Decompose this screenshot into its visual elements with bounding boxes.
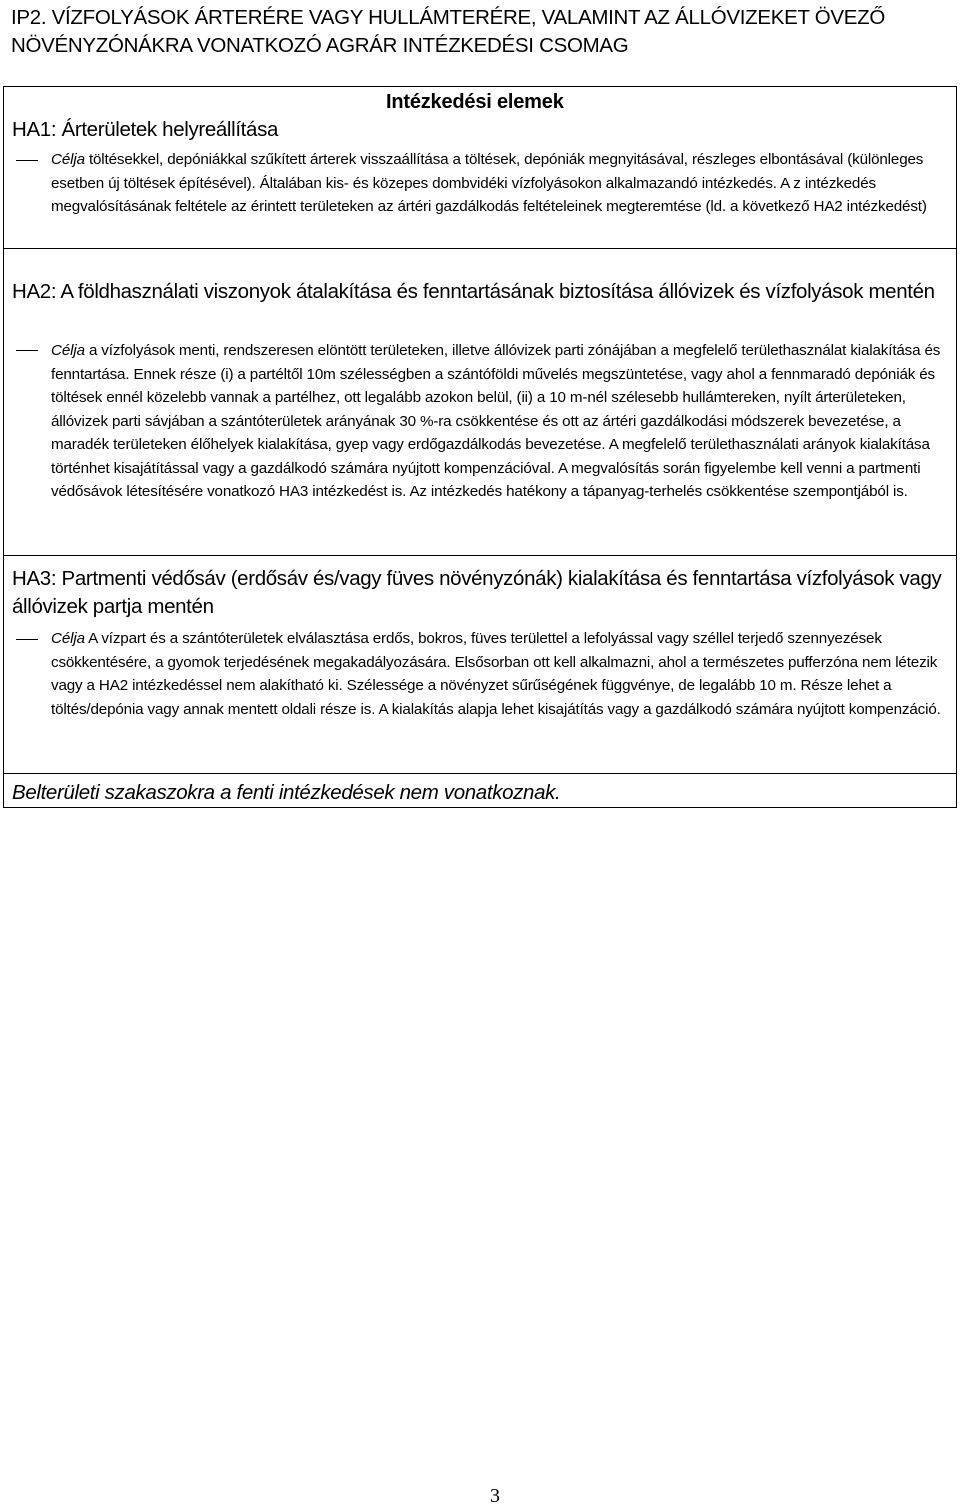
lead-word: Célja: [51, 151, 85, 168]
section-divider: [4, 773, 956, 774]
section-title-ha1: HA1: Árterületek helyreállítása: [12, 118, 279, 141]
section-text-ha1: [51, 148, 956, 219]
measures-table: [3, 86, 957, 808]
section-divider: [4, 555, 956, 556]
section-text-ha3: [51, 627, 956, 721]
lead-word: Célja: [51, 342, 85, 359]
table-header: Intézkedési elemek: [386, 91, 564, 113]
section-title-ha3: HA3: Partmenti védősáv (erdősáv és/vagy füves növényzónák) kialakítása és fenntartása vízfolyások vagy állóvizek partja mentén: [12, 567, 942, 618]
lead-word: Célja: [51, 630, 85, 647]
closing-note: Belterületi szakaszokra a fenti intézkedések nem vonatkoznak.: [12, 781, 561, 804]
section-title-ha2: HA2: A földhasználati viszonyok átalakítása és fenntartásának biztosítása állóvizek és vízfolyások mentén: [12, 280, 935, 303]
dash-marker: [16, 639, 38, 640]
body-text: töltésekkel, depóniákkal szűkített árterek visszaállítása a töltések, depóniák megnyitásával, részleges elbontásával (különleges esetben új töltések építésével). Általában kis- és közepes dombvidéki vízfolyásokon alkalmazandó intézkedés. A z intézkedés megvalósításának feltétele az érintett területeken az ártéri gazdálkodás feltételeinek megteremtése (ld. a következő HA2 intézkedést): [51, 151, 927, 215]
dash-marker: [16, 160, 38, 161]
page-title: IP2. VÍZFOLYÁSOK ÁRTERÉRE VAGY HULLÁMTERÉRE, VALAMINT AZ ÁLLÓVIZEKET ÖVEZŐ NÖVÉNYZÓNÁKRA VONATKOZÓ AGRÁR INTÉZKEDÉSI CSOMAG: [11, 6, 885, 57]
page-number: 3: [490, 1485, 500, 1507]
body-text: A vízpart és a szántóterületek elválasztása erdős, bokros, füves területtel a lefolyással vagy széllel terjedő szennyezések csökkentésére, a gyomok terjedésének megakadályozására. Elsősorban ott kell alkalmazni, ahol a természetes pufferzóna nem létezik vagy a HA2 intézkedéssel nem alakítható ki. Szélessége a növényzet sűrűségének függvénye, de legalább 10 m. Része lehet a töltés/depónia vagy annak mentett oldali része is. A kialakítás alapja lehet kisajátítás vagy a gazdálkodó számára nyújtott kompenzáció.: [51, 630, 941, 718]
section-text-ha2: [51, 339, 956, 504]
body-text: a vízfolyások menti, rendszeresen elöntött területeken, illetve állóvizek parti zónájában a megfelelő területhasználat kialakítása és fenntartása. Ennek része (i) a partéltől 10m szélességben a szántóföldi művelés megszüntetése, vagy ahol a fennmaradó depóniák és töltések ennél közelebb vannak a partélhez, ott legalább azokon belül, (ii) a 10 m-nél szélesebb hullámtereken, nyílt árterületeken, állóvizek parti sávjában a szántóterületek arányának 30 %-ra csökkentése és ott az ártéri gazdálkodási módszerek bevezetése, a maradék területeken élőhelyek kialakítása, gyep vagy erdőgazdálkodás bevezetése. A megfelelő területhasználati arányok kialakítása történhet kisajátítással vagy a gazdálkodó számára nyújtott kompenzációval. A megvalósítás során figyelembe kell venni a partmenti védősávok létesítésére vonatkozó HA3 intézkedést is. Az intézkedés hatékony a tápanyag-terhelés csökkentése szempontjából is.: [51, 342, 941, 500]
section-divider: [4, 248, 956, 249]
dash-marker: [16, 350, 38, 351]
